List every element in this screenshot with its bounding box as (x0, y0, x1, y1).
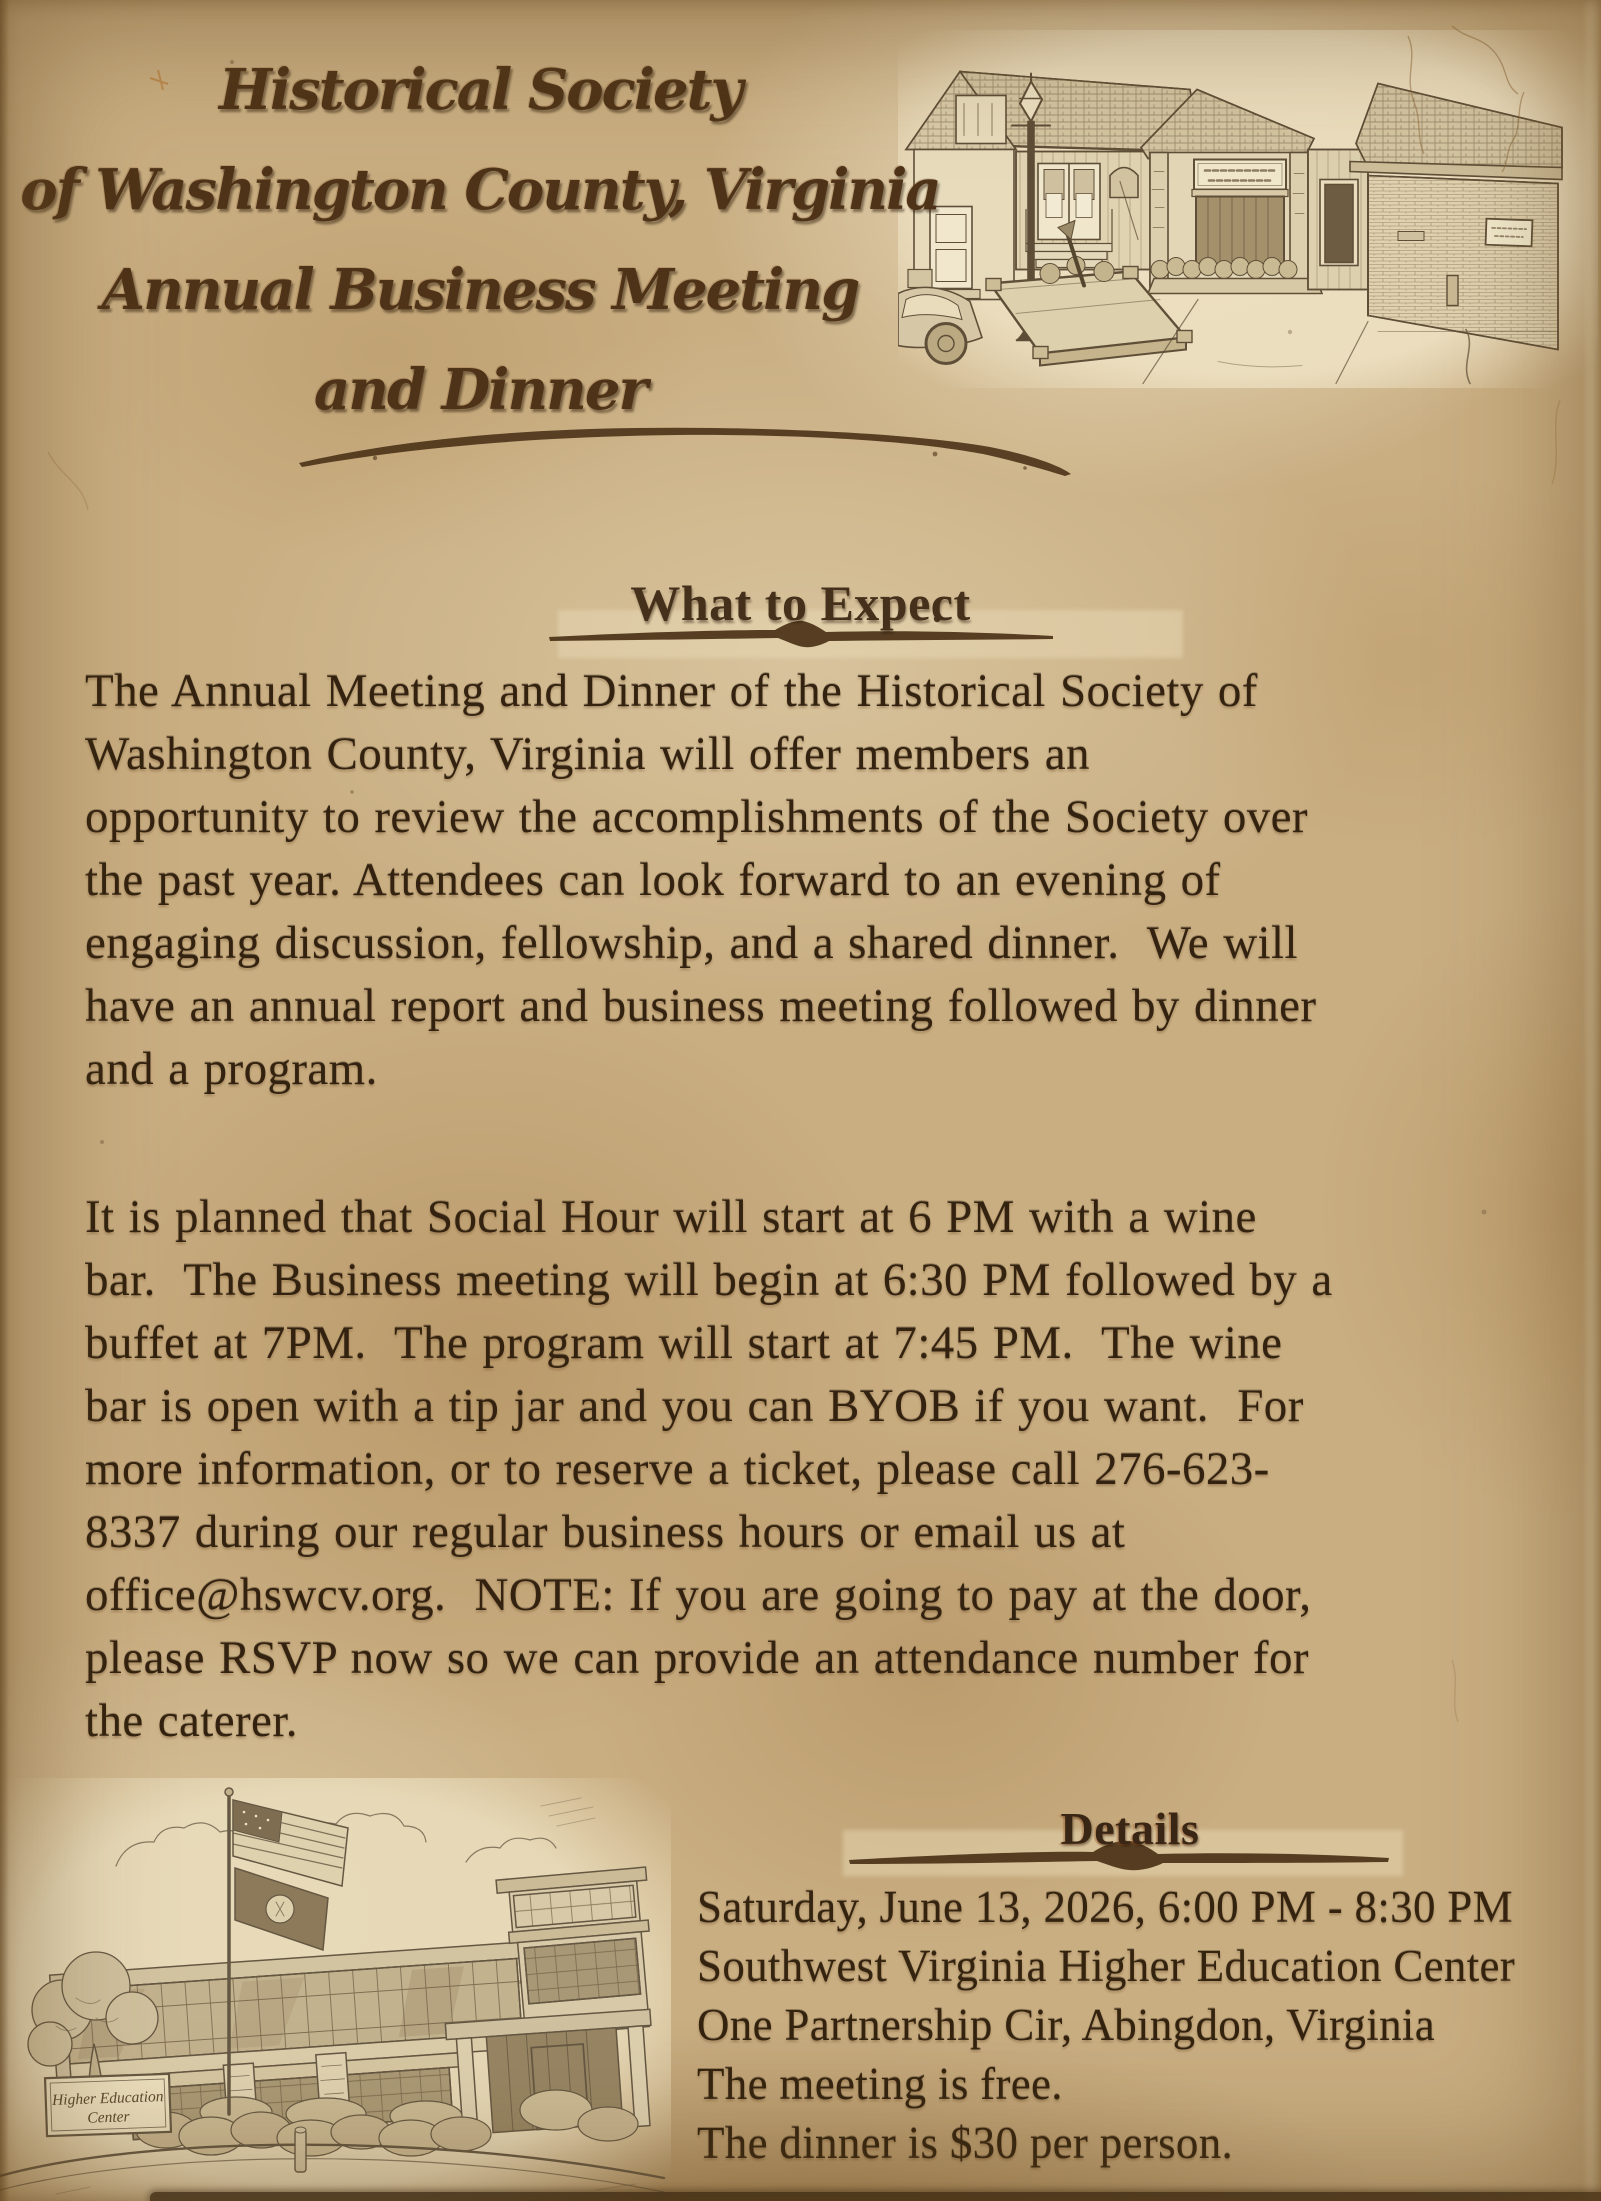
text-line: buffet at 7PM. The program will start at 7:45 PM. The wine (85, 1317, 1283, 1369)
museum-right-wing (1350, 84, 1562, 350)
page-edge-shadow (150, 2192, 1601, 2201)
text-line: Washington County, Virginia will offer members an (85, 728, 1090, 780)
museum-building-sign (1194, 160, 1286, 190)
text-line: 8337 during our regular business hours or email us at (85, 1506, 1126, 1558)
details-heading: Details (1060, 1803, 1200, 1855)
text-line: please RSVP now so we can provide an attendance number for (85, 1632, 1309, 1684)
text-line: the past year. Attendees can look forward to an evening of (85, 854, 1221, 906)
text-line: Annual Business Meeting (101, 257, 859, 323)
historical-society-building-sketch (898, 30, 1598, 388)
text-line: The dinner is $30 per person. (697, 2118, 1234, 2168)
intro-paragraph (85, 660, 1565, 1101)
text-line: bar is open with a tip jar and you can BYOB if you want. For (85, 1380, 1304, 1432)
text-line: office@hswcv.org. NOTE: If you are going to pay at the door, (85, 1569, 1312, 1621)
what-to-expect-heading: What to Expect (630, 574, 971, 631)
hec-sketch-drawing (0, 1778, 671, 2201)
text-line: opportunity to review the accomplishments of the Society over (85, 791, 1308, 843)
text-line: Saturday, June 13, 2026, 6:00 PM - 8:30 PM (697, 1882, 1513, 1932)
left-page-edge (0, 0, 9, 2201)
text-line: and a program. (85, 1043, 378, 1095)
text-line: The Annual Meeting and Dinner of the Historical Society of (85, 665, 1258, 717)
text-line: The meeting is free. (697, 2059, 1063, 2109)
text-line: engaging discussion, fellowship, and a shared dinner. We will (85, 917, 1298, 969)
higher-education-center-sketch (0, 1778, 671, 2201)
text-line: Historical Society (218, 57, 742, 123)
text-line: Southwest Virginia Higher Education Center (697, 1941, 1516, 1991)
flyer-title (10, 40, 950, 440)
text-line: of Washington County, Virginia (20, 157, 940, 223)
museum-sketch-drawing (898, 30, 1598, 388)
right-page-edge (1586, 0, 1598, 2201)
text-line: the caterer. (85, 1695, 298, 1747)
text-line: One Partnership Cir, Abingdon, Virginia (697, 2000, 1435, 2050)
text-line: It is planned that Social Hour will start at 6 PM with a wine (85, 1191, 1257, 1243)
hec-sign-line2: Center (87, 2108, 130, 2127)
event-details (697, 1878, 1577, 2173)
hec-sign-line1: Higher Education (51, 2088, 164, 2109)
text-line: have an annual report and business meeting followed by dinner (85, 980, 1317, 1032)
schedule-paragraph (85, 1186, 1565, 1753)
text-line: bar. The Business meeting will begin at 6:30 PM followed by a (85, 1254, 1333, 1306)
text-line: and Dinner (313, 357, 647, 423)
text-line: more information, or to reserve a ticket, please call 276-623- (85, 1443, 1270, 1495)
hec-sign (45, 2074, 171, 2136)
shop-sign (1486, 219, 1533, 247)
